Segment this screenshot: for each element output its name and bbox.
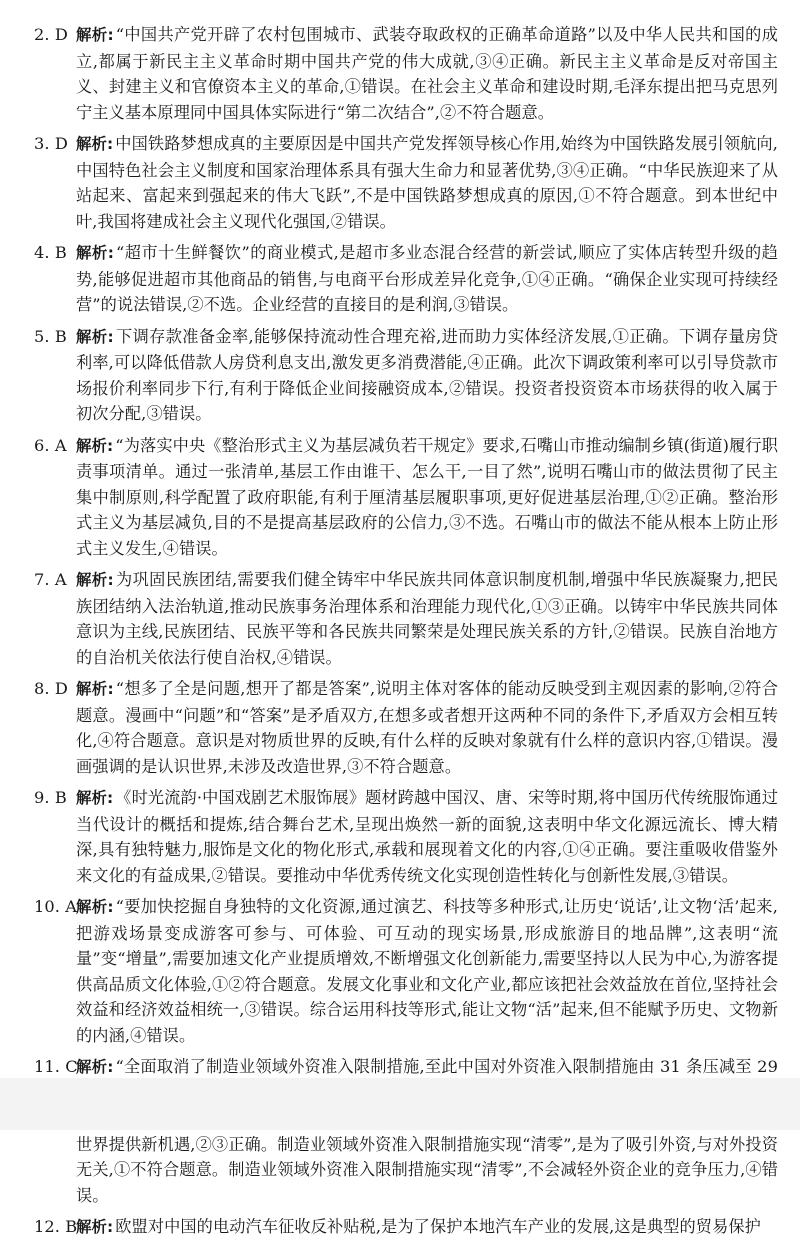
answer-item-6 bbox=[0, 433, 800, 562]
analysis-text: “想多了全是问题,想开了都是答案”,说明主体对客体的能动反映受到主观因素的影响,②符合题意。漫画中“问题”和“答案”是矛盾双方,在想多或者想开这两种不同的条件下,矛盾双方会相互转化,④符合题意。意识是对物质世界的反映,有什么样的反映对象就有什么样的意识内容,①错误。漫画强调的是认识世界,未涉及改造世界,③不符合题意。 bbox=[76, 679, 778, 776]
answer-number: 4. B bbox=[34, 243, 67, 262]
analysis-label: 解析: bbox=[76, 898, 114, 916]
analysis-label: 解析: bbox=[76, 571, 114, 589]
analysis-text: 欧盟对中国的电动汽车征收反补贴税,是为了保护本地汽车产业的发展,这是典型的贸易保护 bbox=[115, 1217, 761, 1236]
analysis-label: 解析: bbox=[76, 680, 114, 698]
analysis-text: “全面取消了制造业领域外资准入限制措施,至此中国对外资准入限制措施由 31 条压减至 29 世界提供新机遇,②③正确。制造业领域外资准入限制措施实现“清零”,是为了吸引外资,与对外投资无关,①不符合题意。制造业领域外资准入限制措施实现“清零”,不会减轻外资企业的竞争压力,④错误。 bbox=[76, 1057, 778, 1205]
answer-number: 5. B bbox=[34, 326, 67, 346]
answer-number: 10. A bbox=[34, 897, 78, 916]
answer-item-10 bbox=[0, 894, 800, 1048]
analysis-label: 解析: bbox=[76, 436, 114, 455]
analysis-text: 《时光流韵·中国戏剧艺术服饰展》题材跨越中国汉、唐、宋等时期,将中国历代传统服饰通过当代设计的概括和提炼,结合舞台艺术,呈现出焕然一新的面貌,这表明中华文化源远流长、博大精深,具有独特魅力,服饰是文化的物化形式,承载和展现着文化的内容,①④正确。要注重吸收借鉴外来文化的有益成果,②错误。要推动中华优秀传统文化实现创造性转化与创新性发展,③错误。 bbox=[76, 788, 778, 885]
answer-item-3 bbox=[0, 131, 800, 234]
answer-explanations bbox=[0, 22, 800, 1247]
analysis-label: 解析: bbox=[76, 1218, 114, 1236]
analysis-text: 为巩固民族团结,需要我们健全铸牢中华民族共同体意识制度机制,增强中华民族凝聚力,把民族团结纳入法治轨道,推动民族事务治理体系和治理能力现代化,①③正确。以铸牢中华民族共同体意识为主线,民族团结、民族平等和各民族共同繁荣是处理民族关系的方针,②错误。民族自治地方的自治机关依法行使自治权,④错误。 bbox=[76, 570, 778, 667]
answer-number: 3. D bbox=[34, 134, 68, 153]
answer-item-4 bbox=[0, 240, 800, 318]
answer-item-2 bbox=[0, 22, 800, 125]
answer-item-12 bbox=[0, 1214, 800, 1241]
analysis-label: 解析: bbox=[76, 244, 115, 262]
answer-item-5 bbox=[0, 324, 800, 427]
answer-item-9 bbox=[0, 785, 800, 888]
answer-number: 9. B bbox=[34, 788, 67, 807]
answer-number: 6. A bbox=[34, 435, 67, 455]
analysis-label: 解析: bbox=[76, 327, 114, 346]
page-bottom-margin bbox=[0, 1078, 800, 1130]
answer-item-7 bbox=[0, 567, 800, 670]
answer-item-8 bbox=[0, 676, 800, 779]
analysis-text: 下调存款准备金率,能够保持流动性合理充裕,进而助力实体经济发展,①正确。下调存量房贷利率,可以降低借款人房贷利息支出,激发更多消费潜能,④正确。此次下调政策利率可以引导贷款市场报价利率同步下行,有利于降低企业间接融资成本,②错误。投资者投资资本市场获得的收入属于初次分配,③错误。 bbox=[76, 326, 778, 423]
analysis-label: 解析: bbox=[76, 1058, 114, 1076]
analysis-text: “中国共产党开辟了农村包围城市、武装夺取政权的正确革命道路”以及中华人民共和国的成立,都属于新民主主义革命时期中国共产党的伟大成就,③④正确。新民主主义革命是反对帝国主义、封建主义和官僚资本主义的革命,①错误。在社会主义革命和建设时期,毛泽东提出把马克思列宁主义基本原理同中国具体实际进行“第二次结合”,②不符合题意。 bbox=[76, 25, 778, 122]
analysis-text: “超市十生鲜餐饮”的商业模式,是超市多业态混合经营的新尝试,顺应了实体店转型升级的趋势,能够促进超市其他商品的销售,与电商平台形成差异化竞争,①④正确。“确保企业实现可持续经营”的说法错误,②不选。企业经营的直接目的是利润,③错误。 bbox=[76, 243, 778, 314]
answer-number: 8. D bbox=[34, 679, 68, 698]
answer-number: 7. A bbox=[34, 570, 67, 589]
analysis-text: 中国铁路梦想成真的主要原因是中国共产党发挥领导核心作用,始终为中国铁路发展引领航向,中国特色社会主义制度和国家治理体系具有强大生命力和显著优势,③④正确。“中华民族迎来了从站起来、富起来到强起来的伟大飞跃”,不是中国铁路梦想成真的原因,①不符合题意。到本世纪中叶,我国将建成社会主义现代化强国,②错误。 bbox=[76, 134, 778, 231]
answer-number: 12. B bbox=[34, 1217, 78, 1236]
answer-number: 11. C bbox=[34, 1057, 78, 1076]
analysis-label: 解析: bbox=[76, 26, 114, 44]
answer-number: 2. D bbox=[34, 25, 68, 44]
analysis-label: 解析: bbox=[76, 789, 114, 807]
analysis-label: 解析: bbox=[76, 135, 114, 153]
analysis-text: “为落实中央《整治形式主义为基层减负若干规定》要求,石嘴山市推动编制乡镇(街道)履行职责事项清单。通过一张清单,基层工作由谁干、怎么干,一目了然”,说明石嘴山市的做法贯彻了民主集中制原则,科学配置了政府职能,有利于厘清基层履职事项,更好促进基层治理,①②正确。整治形式主义为基层减负,目的不是提高基层政府的公信力,③不选。石嘴山市的做法不能从根本上防止形式主义发生,④错误。 bbox=[76, 435, 778, 558]
analysis-text: “要加快挖掘自身独特的文化资源,通过演艺、科技等多种形式,让历史‘说话’,让文物‘活’起来,把游戏场景变成游客可参与、可体验、可互动的现实场景,形成旅游目的地品牌”,这表明“流量”变“增量”,需要加速文化产业提质增效,不断增强文化创新能力,需要坚持以人民为中心,为游客提供高品质文化体验,①②符合题意。发展文化事业和文化产业,都应该把社会效益放在首位,坚持社会效益和经济效益相统一,③错误。综合运用科技等形式,能让文物“活”起来,但不能赋予历史、文物新的内涵,④错误。 bbox=[76, 897, 778, 1045]
